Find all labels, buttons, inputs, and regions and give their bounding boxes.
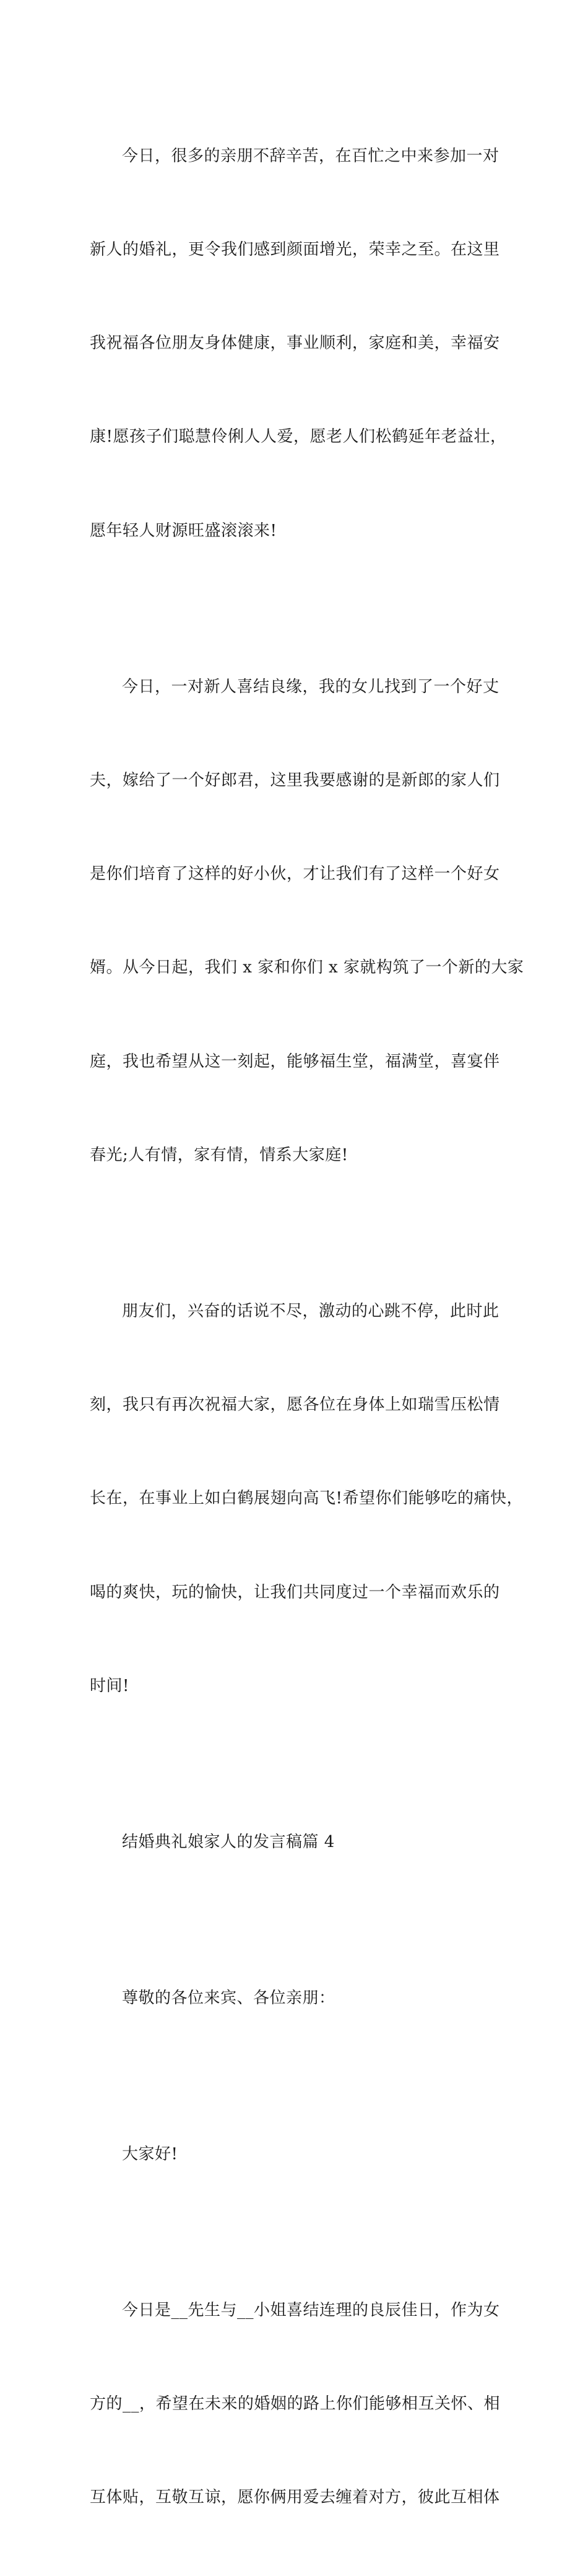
text-line: 今日，很多的亲朋不辞辛苦，在百忙之中来参加一对 (122, 146, 499, 165)
salutation (90, 1920, 517, 2076)
greeting (90, 2076, 517, 2232)
paragraph-2 (90, 609, 524, 1233)
text-line: 庭，我也希望从这一刻起，能够福生堂，福满堂，喜宴伴 (90, 1052, 500, 1071)
text-line: 春光;人有情，家有情，情系大家庭! (90, 1145, 348, 1164)
text-line: 康!愿孩子们聪慧伶俐人人爱，愿老人们松鹤延年老益壮， (90, 427, 507, 447)
paragraph-4 (90, 2232, 517, 2575)
text-line: 大家好! (122, 2144, 178, 2163)
text-line: 今日是__先生与__小姐喜结连理的良辰佳日，作为女 (122, 2300, 500, 2320)
text-line: 今日，一对新人喜结良缘，我的女儿找到了一个好丈 (122, 677, 499, 696)
paragraph-3 (90, 1233, 523, 1764)
text-line: 刻，我只有再次祝福大家，愿各位在身体上如瑞雪压松情 (90, 1395, 500, 1415)
text-line: 夫，嫁给了一个好郎君，这里我要感谢的是新郎的家人们 (90, 771, 500, 790)
document-body (90, 78, 524, 2576)
text-line: 婿。从今日起，我们 x 家和你们 x 家就构筑了一个新的大家 (90, 958, 524, 977)
section-heading (90, 1764, 517, 1920)
text-line: 我祝福各位朋友身体健康，事业顺利，家庭和美，幸福安 (90, 334, 500, 353)
paragraph-1 (90, 78, 517, 609)
text-line: 时间! (90, 1676, 129, 1695)
text-line: 愿年轻人财源旺盛滚滚来! (90, 521, 277, 540)
text-line: 方的__，希望在未来的婚姻的路上你们能够相互关怀、相 (90, 2395, 501, 2414)
text-line: 朋友们，兴奋的话说不尽，激动的心跳不停，此时此 (122, 1301, 499, 1321)
text-line: 长在，在事业上如白鹤展翅向高飞!希望你们能够吃的痛快， (90, 1489, 523, 1508)
text-line: 新人的婚礼，更令我们感到颜面增光，荣幸之至。在这里 (90, 240, 500, 260)
text-line: 尊敬的各位来宾、各位亲朋： (122, 1988, 335, 2007)
text-line: 互体贴，互敬互谅，愿你俩用爱去缠着对方，彼此互相体 (90, 2488, 500, 2507)
heading-text: 结婚典礼娘家人的发言稿篇 4 (122, 1832, 335, 1851)
text-line: 喝的爽快，玩的愉快，让我们共同度过一个幸福而欢乐的 (90, 1583, 500, 1602)
text-line: 是你们培育了这样的好小伙，才让我们有了这样一个好女 (90, 865, 500, 884)
